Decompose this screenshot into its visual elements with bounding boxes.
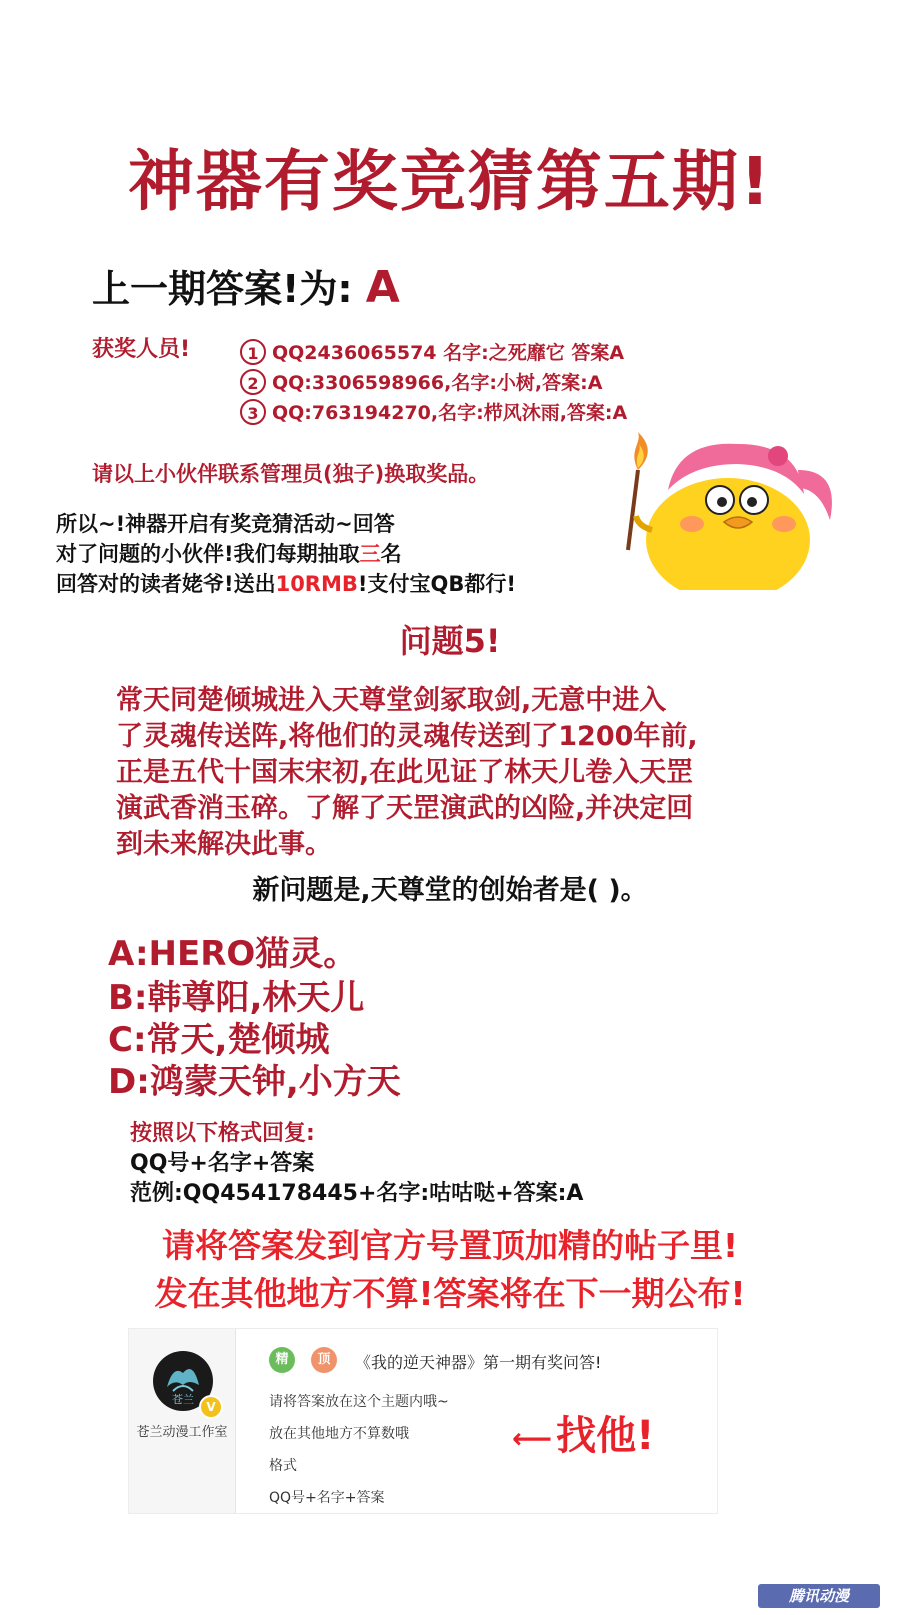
question-title: 问题5!	[399, 622, 501, 660]
intro-line	[56, 538, 402, 568]
question-line: 了灵魂传送阵,将他们的灵魂传送到了1200年前,	[116, 721, 698, 752]
new-question: 新问题是,天尊堂的创始者是( )。	[252, 875, 648, 906]
studio-name: 苍兰动漫工作室	[136, 1425, 228, 1440]
intro-line	[56, 568, 516, 598]
intro-line: 所以~!神器开启有奖竞猜活动~回答	[56, 512, 395, 536]
verified-badge-icon: V	[199, 1395, 223, 1419]
page-title: 神器有奖竞猜第五期!	[127, 143, 773, 220]
winners-label: 获奖人员!	[92, 337, 191, 362]
winner-item	[240, 338, 624, 365]
intro-text: 回答对的读者姥爷!送出	[56, 572, 276, 596]
option-b: B:韩尊阳,林天儿	[108, 978, 365, 1018]
winner-item	[240, 368, 602, 395]
arrow-left-icon: ⟵	[512, 1421, 553, 1455]
find-him-text: 找他!	[556, 1413, 655, 1459]
format-example: 范例:QQ454178445+名字:咕咕哒+答案:A	[130, 1181, 584, 1206]
notice-line: 请将答案发到官方号置顶加精的帖子里!	[161, 1226, 739, 1265]
post-line: 请将答案放在这个主题内哦~	[269, 1394, 449, 1410]
winner-number: 3	[240, 399, 266, 425]
previous-answer	[92, 258, 400, 313]
notice-line: 发在其他地方不算!答案将在下一期公布!	[154, 1274, 746, 1313]
intro-text: !支付宝QB都行!	[357, 572, 516, 596]
winner-number: 1	[240, 339, 266, 365]
avatar-text: 苍兰	[172, 1393, 194, 1406]
watermark-logo: 腾讯动漫	[758, 1584, 880, 1608]
format-label: 按照以下格式回复:	[130, 1121, 315, 1146]
question-line: 常天同楚倾城进入天尊堂剑冢取剑,无意中进入	[116, 685, 667, 716]
option-c: C:常天,楚倾城	[108, 1020, 330, 1060]
winner-number: 2	[240, 369, 266, 395]
winner-item	[240, 398, 627, 425]
option-d: D:鸿蒙天钟,小方天	[108, 1062, 401, 1102]
pinned-tag: 顶	[311, 1347, 337, 1373]
post-line: QQ号+名字+答案	[269, 1490, 385, 1506]
previous-answer-value: A	[365, 262, 400, 313]
format-pattern: QQ号+名字+答案	[130, 1151, 315, 1176]
featured-tag: 精	[269, 1347, 295, 1373]
question-line: 演武香消玉碎。了解了天罡演武的凶险,并决定回	[116, 793, 694, 824]
intro-text: 名	[380, 542, 402, 566]
post-line: 放在其他地方不算数哦	[269, 1426, 409, 1442]
question-line: 到未来解决此事。	[116, 829, 332, 860]
intro-text: 对了问题的小伙伴!我们每期抽取	[56, 542, 360, 566]
intro-highlight: 三	[359, 542, 381, 566]
winner-text: QQ2436065574 名字:之死靡它 答案A	[272, 342, 625, 364]
option-a: A:HERO猫灵。	[108, 934, 358, 974]
question-line: 正是五代十国末宋初,在此见证了林天儿卷入天罡	[116, 757, 694, 788]
forum-post-author	[129, 1329, 236, 1513]
find-him-callout	[512, 1404, 654, 1461]
contact-note: 请以上小伙伴联系管理员(独子)换取奖品。	[92, 462, 490, 486]
intro-highlight: 10RMB	[275, 572, 358, 596]
winner-text: QQ:3306598966,名字:小树,答案:A	[272, 372, 603, 394]
previous-answer-label: 上一期答案!为:	[92, 267, 353, 311]
post-line: 格式	[269, 1458, 297, 1474]
post-title-link[interactable]: 《我的逆天神器》第一期有奖问答!	[355, 1353, 602, 1372]
winner-text: QQ:763194270,名字:栉风沐雨,答案:A	[272, 402, 628, 424]
mascot-chick-image	[608, 430, 848, 590]
